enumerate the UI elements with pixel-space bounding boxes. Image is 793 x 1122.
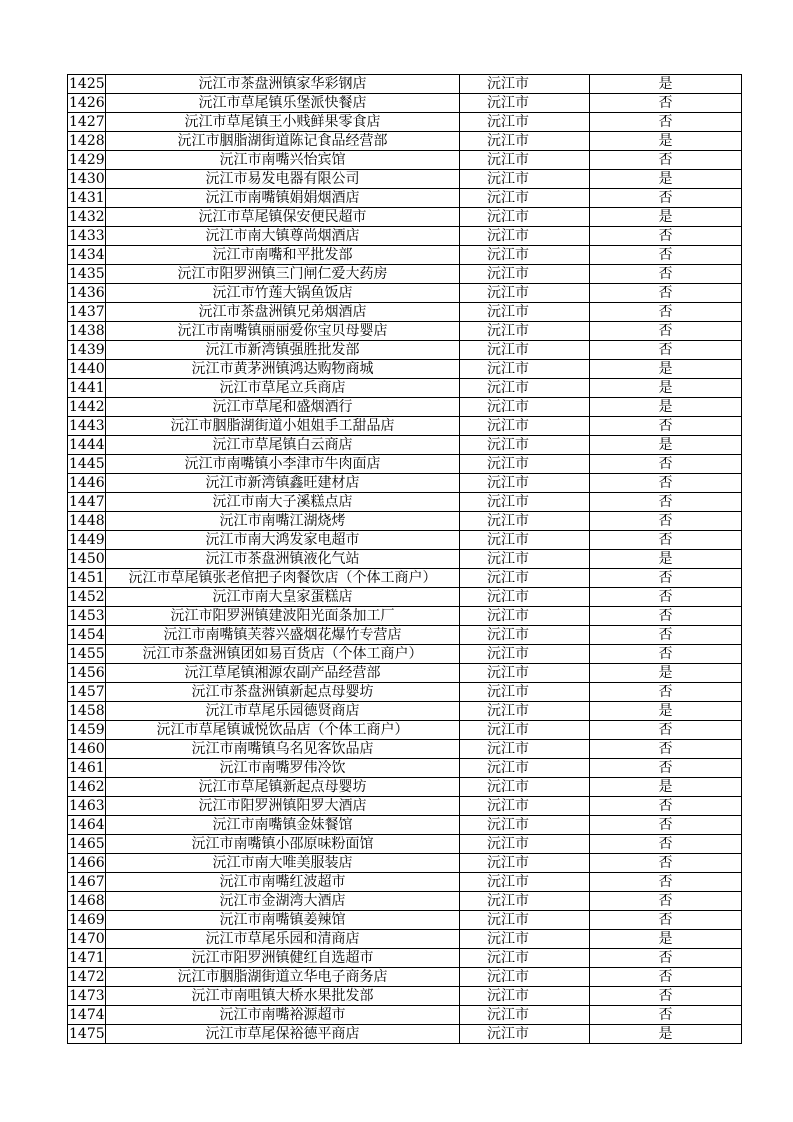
city-cell: 沅江市 xyxy=(460,493,590,512)
city-cell: 沅江市 xyxy=(460,968,590,987)
row-number-cell: 1464 xyxy=(69,817,105,833)
status-flag-cell: 否 xyxy=(590,892,742,911)
table-row xyxy=(68,284,742,303)
business-name-cell: 沅江市茶盘洲镇液化气站 xyxy=(106,550,460,569)
table-row xyxy=(68,645,742,664)
status-flag-cell: 是 xyxy=(590,379,742,398)
business-name-cell: 沅江市草尾镇王小贱鲜果零食店 xyxy=(106,113,460,132)
table-row xyxy=(68,721,742,740)
row-number-cell: 1467 xyxy=(69,874,105,890)
business-name-cell: 沅江市南嘴裕源超市 xyxy=(106,1006,460,1025)
city-cell: 沅江市 xyxy=(460,892,590,911)
status-flag-cell: 否 xyxy=(590,512,742,531)
city-cell: 沅江市 xyxy=(460,702,590,721)
records-table xyxy=(67,74,742,1044)
status-flag-cell: 是 xyxy=(590,436,742,455)
table-row xyxy=(68,379,742,398)
row-number-cell: 1456 xyxy=(69,665,105,681)
row-number-cell: 1455 xyxy=(69,646,105,662)
city-cell: 沅江市 xyxy=(460,265,590,284)
city-cell: 沅江市 xyxy=(460,930,590,949)
row-number-cell: 1425 xyxy=(69,76,105,92)
business-name-cell: 沅江市南嘴镇金妹餐馆 xyxy=(106,816,460,835)
status-flag-cell: 是 xyxy=(590,75,742,94)
row-number-cell: 1471 xyxy=(69,950,105,966)
status-flag-cell: 是 xyxy=(590,702,742,721)
business-name-cell: 沅江市黄茅洲镇鸿达购物商城 xyxy=(106,360,460,379)
city-cell: 沅江市 xyxy=(460,322,590,341)
row-number-cell: 1434 xyxy=(69,247,105,263)
table-row xyxy=(68,854,742,873)
city-cell: 沅江市 xyxy=(460,227,590,246)
row-number-cell: 1475 xyxy=(69,1026,105,1042)
business-name-cell: 沅江市南咀镇大桥水果批发部 xyxy=(106,987,460,1006)
row-number-cell: 1466 xyxy=(69,855,105,871)
business-name-cell: 沅江市南大鸿发家电超市 xyxy=(106,531,460,550)
table-row xyxy=(68,455,742,474)
row-number-cell: 1451 xyxy=(69,570,105,586)
table-row xyxy=(68,75,742,94)
city-cell: 沅江市 xyxy=(460,835,590,854)
status-flag-cell: 否 xyxy=(590,740,742,759)
city-cell: 沅江市 xyxy=(460,341,590,360)
city-cell: 沅江市 xyxy=(460,873,590,892)
business-name-cell: 沅江市草尾镇新起点母婴坊 xyxy=(106,778,460,797)
city-cell: 沅江市 xyxy=(460,94,590,113)
business-name-cell: 沅江市草尾乐园德贤商店 xyxy=(106,702,460,721)
status-flag-cell: 否 xyxy=(590,835,742,854)
status-flag-cell: 否 xyxy=(590,721,742,740)
status-flag-cell: 否 xyxy=(590,949,742,968)
table-row xyxy=(68,170,742,189)
status-flag-cell: 是 xyxy=(590,132,742,151)
table-row xyxy=(68,683,742,702)
city-cell: 沅江市 xyxy=(460,854,590,873)
city-cell: 沅江市 xyxy=(460,455,590,474)
business-name-cell: 沅江市草尾镇白云商店 xyxy=(106,436,460,455)
city-cell: 沅江市 xyxy=(460,569,590,588)
status-flag-cell: 否 xyxy=(590,493,742,512)
city-cell: 沅江市 xyxy=(460,645,590,664)
business-name-cell: 沅江市草尾乐园和清商店 xyxy=(106,930,460,949)
table-row xyxy=(68,94,742,113)
row-number-cell: 1474 xyxy=(69,1007,105,1023)
city-cell: 沅江市 xyxy=(460,949,590,968)
business-name-cell: 沅江市草尾镇保安便民超市 xyxy=(106,208,460,227)
status-flag-cell: 否 xyxy=(590,987,742,1006)
business-name-cell: 沅江市南大唯美服装店 xyxy=(106,854,460,873)
row-number-cell: 1440 xyxy=(69,361,105,377)
business-name-cell: 沅江市草尾和盛烟酒行 xyxy=(106,398,460,417)
city-cell: 沅江市 xyxy=(460,284,590,303)
city-cell: 沅江市 xyxy=(460,683,590,702)
table-row xyxy=(68,531,742,550)
city-cell: 沅江市 xyxy=(460,759,590,778)
status-flag-cell: 否 xyxy=(590,911,742,930)
business-name-cell: 沅江市南嘴兴怡宾馆 xyxy=(106,151,460,170)
city-cell: 沅江市 xyxy=(460,398,590,417)
city-cell: 沅江市 xyxy=(460,75,590,94)
row-number-cell: 1447 xyxy=(69,494,105,510)
status-flag-cell: 否 xyxy=(590,417,742,436)
table-row xyxy=(68,493,742,512)
status-flag-cell: 否 xyxy=(590,113,742,132)
status-flag-cell: 是 xyxy=(590,930,742,949)
table-row xyxy=(68,968,742,987)
status-flag-cell: 是 xyxy=(590,170,742,189)
table-row xyxy=(68,512,742,531)
table-row xyxy=(68,474,742,493)
status-flag-cell: 是 xyxy=(590,208,742,227)
row-number-cell: 1473 xyxy=(69,988,105,1004)
city-cell: 沅江市 xyxy=(460,208,590,227)
row-number-cell: 1459 xyxy=(69,722,105,738)
status-flag-cell: 否 xyxy=(590,816,742,835)
row-number-cell: 1454 xyxy=(69,627,105,643)
table-row xyxy=(68,569,742,588)
status-flag-cell: 否 xyxy=(590,854,742,873)
city-cell: 沅江市 xyxy=(460,721,590,740)
status-flag-cell: 否 xyxy=(590,569,742,588)
city-cell: 沅江市 xyxy=(460,113,590,132)
status-flag-cell: 否 xyxy=(590,189,742,208)
records-table-body xyxy=(68,75,742,1044)
city-cell: 沅江市 xyxy=(460,987,590,1006)
city-cell: 沅江市 xyxy=(460,588,590,607)
business-name-cell: 沅江市草尾镇乐堡派快餐店 xyxy=(106,94,460,113)
row-number-cell: 1465 xyxy=(69,836,105,852)
row-number-cell: 1436 xyxy=(69,285,105,301)
business-name-cell: 沅江市草尾立兵商店 xyxy=(106,379,460,398)
business-name-cell: 沅江市胭脂湖街道立华电子商务店 xyxy=(106,968,460,987)
row-number-cell: 1429 xyxy=(69,152,105,168)
business-name-cell: 沅江市阳罗洲镇阳罗大酒店 xyxy=(106,797,460,816)
status-flag-cell: 是 xyxy=(590,360,742,379)
row-number-cell: 1452 xyxy=(69,589,105,605)
table-row xyxy=(68,398,742,417)
row-number-cell: 1446 xyxy=(69,475,105,491)
business-name-cell: 沅江市阳罗洲镇三门闸仁爱大药房 xyxy=(106,265,460,284)
business-name-cell: 沅江市草尾保裕德平商店 xyxy=(106,1025,460,1044)
row-number-cell: 1460 xyxy=(69,741,105,757)
status-flag-cell: 否 xyxy=(590,246,742,265)
row-number-cell: 1433 xyxy=(69,228,105,244)
table-row xyxy=(68,417,742,436)
row-number-cell: 1457 xyxy=(69,684,105,700)
row-number-cell: 1453 xyxy=(69,608,105,624)
city-cell: 沅江市 xyxy=(460,1006,590,1025)
table-row xyxy=(68,151,742,170)
table-row xyxy=(68,759,742,778)
status-flag-cell: 否 xyxy=(590,645,742,664)
business-name-cell: 沅江市阳罗洲镇建波阳光面条加工厂 xyxy=(106,607,460,626)
business-name-cell: 沅江市新湾镇强胜批发部 xyxy=(106,341,460,360)
business-name-cell: 沅江草尾镇湘源农副产品经营部 xyxy=(106,664,460,683)
business-name-cell: 沅江市南嘴罗伟冷饮 xyxy=(106,759,460,778)
table-row xyxy=(68,113,742,132)
table-row xyxy=(68,626,742,645)
business-name-cell: 沅江市南大镇尊尚烟酒店 xyxy=(106,227,460,246)
row-number-cell: 1458 xyxy=(69,703,105,719)
table-row xyxy=(68,930,742,949)
status-flag-cell: 否 xyxy=(590,341,742,360)
status-flag-cell: 否 xyxy=(590,94,742,113)
table-row xyxy=(68,911,742,930)
business-name-cell: 沅江市南大皇家蛋糕店 xyxy=(106,588,460,607)
city-cell: 沅江市 xyxy=(460,626,590,645)
status-flag-cell: 是 xyxy=(590,550,742,569)
business-name-cell: 沅江市南嘴镇娟娟烟酒店 xyxy=(106,189,460,208)
status-flag-cell: 是 xyxy=(590,778,742,797)
status-flag-cell: 否 xyxy=(590,303,742,322)
city-cell: 沅江市 xyxy=(460,436,590,455)
table-row xyxy=(68,702,742,721)
business-name-cell: 沅江市新湾镇鑫旺建材店 xyxy=(106,474,460,493)
status-flag-cell: 否 xyxy=(590,1006,742,1025)
table-row xyxy=(68,246,742,265)
status-flag-cell: 否 xyxy=(590,265,742,284)
city-cell: 沅江市 xyxy=(460,550,590,569)
table-row xyxy=(68,987,742,1006)
row-number-cell: 1463 xyxy=(69,798,105,814)
table-row xyxy=(68,797,742,816)
row-number-cell: 1445 xyxy=(69,456,105,472)
city-cell: 沅江市 xyxy=(460,531,590,550)
row-number-cell: 1439 xyxy=(69,342,105,358)
city-cell: 沅江市 xyxy=(460,778,590,797)
city-cell: 沅江市 xyxy=(460,151,590,170)
business-name-cell: 沅江市易发电器有限公司 xyxy=(106,170,460,189)
row-number-cell: 1444 xyxy=(69,437,105,453)
table-row xyxy=(68,1006,742,1025)
business-name-cell: 沅江市竹莲大锅鱼饭店 xyxy=(106,284,460,303)
status-flag-cell: 否 xyxy=(590,474,742,493)
city-cell: 沅江市 xyxy=(460,303,590,322)
row-number-cell: 1470 xyxy=(69,931,105,947)
city-cell: 沅江市 xyxy=(460,664,590,683)
business-name-cell: 沅江市金湖湾大酒店 xyxy=(106,892,460,911)
city-cell: 沅江市 xyxy=(460,607,590,626)
status-flag-cell: 否 xyxy=(590,683,742,702)
city-cell: 沅江市 xyxy=(460,797,590,816)
status-flag-cell: 是 xyxy=(590,1025,742,1044)
status-flag-cell: 否 xyxy=(590,797,742,816)
row-number-cell: 1427 xyxy=(69,114,105,130)
business-name-cell: 沅江市南嘴红波超市 xyxy=(106,873,460,892)
city-cell: 沅江市 xyxy=(460,740,590,759)
row-number-cell: 1437 xyxy=(69,304,105,320)
table-row xyxy=(68,227,742,246)
city-cell: 沅江市 xyxy=(460,246,590,265)
table-row xyxy=(68,816,742,835)
business-name-cell: 沅江市南嘴镇芙蓉兴盛烟花爆竹专营店 xyxy=(106,626,460,645)
table-row xyxy=(68,778,742,797)
row-number-cell: 1430 xyxy=(69,171,105,187)
city-cell: 沅江市 xyxy=(460,911,590,930)
business-name-cell: 沅江市胭脂湖街道小姐姐手工甜品店 xyxy=(106,417,460,436)
business-name-cell: 沅江市阳罗洲镇健红自选超市 xyxy=(106,949,460,968)
status-flag-cell: 是 xyxy=(590,398,742,417)
business-name-cell: 沅江市南嘴镇丽丽爱你宝贝母婴店 xyxy=(106,322,460,341)
row-number-cell: 1435 xyxy=(69,266,105,282)
table-row xyxy=(68,303,742,322)
row-number-cell: 1461 xyxy=(69,760,105,776)
business-name-cell: 沅江市草尾镇诚悦饮品店（个体工商户） xyxy=(106,721,460,740)
city-cell: 沅江市 xyxy=(460,189,590,208)
table-row xyxy=(68,664,742,683)
table-row xyxy=(68,588,742,607)
business-name-cell: 沅江市茶盘洲镇新起点母婴坊 xyxy=(106,683,460,702)
status-flag-cell: 否 xyxy=(590,626,742,645)
business-name-cell: 沅江市茶盘洲镇家华彩钢店 xyxy=(106,75,460,94)
table-row xyxy=(68,360,742,379)
row-number-cell: 1472 xyxy=(69,969,105,985)
table-row xyxy=(68,550,742,569)
table-row xyxy=(68,189,742,208)
table-row xyxy=(68,740,742,759)
status-flag-cell: 否 xyxy=(590,759,742,778)
city-cell: 沅江市 xyxy=(460,170,590,189)
table-row xyxy=(68,341,742,360)
status-flag-cell: 否 xyxy=(590,284,742,303)
table-row xyxy=(68,949,742,968)
city-cell: 沅江市 xyxy=(460,360,590,379)
business-name-cell: 沅江市南嘴镇小李津市牛肉面店 xyxy=(106,455,460,474)
city-cell: 沅江市 xyxy=(460,132,590,151)
row-number-cell: 1441 xyxy=(69,380,105,396)
table-row xyxy=(68,892,742,911)
city-cell: 沅江市 xyxy=(460,512,590,531)
table-row xyxy=(68,436,742,455)
row-number-cell: 1448 xyxy=(69,513,105,529)
table-row xyxy=(68,132,742,151)
status-flag-cell: 否 xyxy=(590,227,742,246)
row-number-cell: 1438 xyxy=(69,323,105,339)
row-number-cell: 1468 xyxy=(69,893,105,909)
business-name-cell: 沅江市南大子溪糕点店 xyxy=(106,493,460,512)
table-row xyxy=(68,873,742,892)
row-number-cell: 1442 xyxy=(69,399,105,415)
status-flag-cell: 否 xyxy=(590,968,742,987)
business-name-cell: 沅江市南嘴江湖烧烤 xyxy=(106,512,460,531)
city-cell: 沅江市 xyxy=(460,474,590,493)
table-row xyxy=(68,322,742,341)
table-row xyxy=(68,835,742,854)
business-name-cell: 沅江市南嘴镇乌名见客饮品店 xyxy=(106,740,460,759)
city-cell: 沅江市 xyxy=(460,379,590,398)
table-row xyxy=(68,208,742,227)
table-row xyxy=(68,265,742,284)
city-cell: 沅江市 xyxy=(460,1025,590,1044)
table-row xyxy=(68,1025,742,1044)
status-flag-cell: 是 xyxy=(590,664,742,683)
status-flag-cell: 否 xyxy=(590,322,742,341)
status-flag-cell: 否 xyxy=(590,531,742,550)
row-number-cell: 1426 xyxy=(69,95,105,111)
business-name-cell: 沅江市茶盘洲镇团如易百货店（个体工商户） xyxy=(106,645,460,664)
business-name-cell: 沅江市南嘴镇小邵原味粉面馆 xyxy=(106,835,460,854)
status-flag-cell: 否 xyxy=(590,455,742,474)
status-flag-cell: 否 xyxy=(590,151,742,170)
row-number-cell: 1450 xyxy=(69,551,105,567)
row-number-cell: 1462 xyxy=(69,779,105,795)
status-flag-cell: 否 xyxy=(590,588,742,607)
city-cell: 沅江市 xyxy=(460,816,590,835)
row-number-cell: 1449 xyxy=(69,532,105,548)
status-flag-cell: 否 xyxy=(590,873,742,892)
status-flag-cell: 否 xyxy=(590,607,742,626)
row-number-cell: 1443 xyxy=(69,418,105,434)
business-name-cell: 沅江市茶盘洲镇兄弟烟酒店 xyxy=(106,303,460,322)
row-number-cell: 1469 xyxy=(69,912,105,928)
business-name-cell: 沅江市草尾镇张老倌把子肉餐饮店（个体工商户） xyxy=(106,569,460,588)
business-name-cell: 沅江市南嘴和平批发部 xyxy=(106,246,460,265)
row-number-cell: 1428 xyxy=(69,133,105,149)
row-number-cell: 1431 xyxy=(69,190,105,206)
business-name-cell: 沅江市胭脂湖街道陈记食品经营部 xyxy=(106,132,460,151)
city-cell: 沅江市 xyxy=(460,417,590,436)
row-number-cell: 1432 xyxy=(69,209,105,225)
business-name-cell: 沅江市南嘴镇姜辣馆 xyxy=(106,911,460,930)
table-row xyxy=(68,607,742,626)
